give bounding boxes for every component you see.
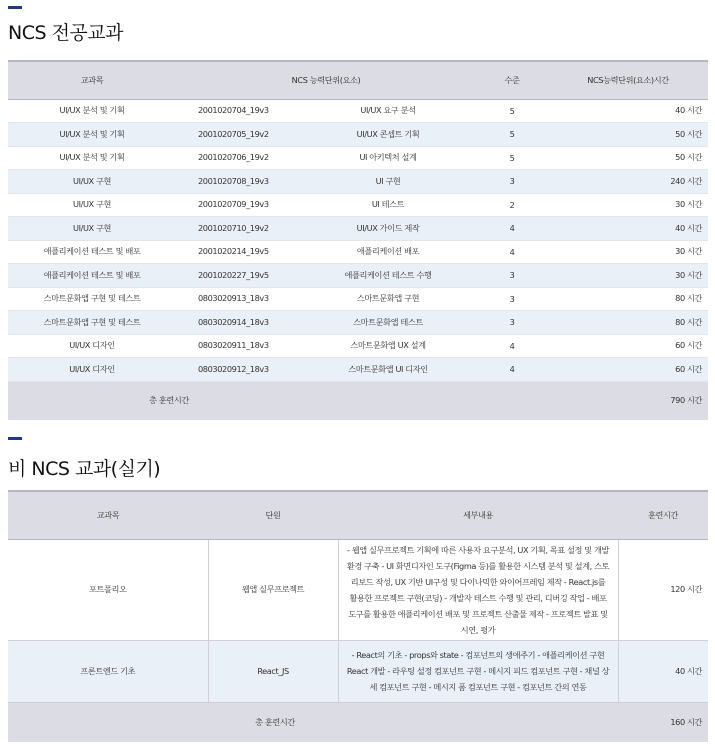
cell-unit (176, 240, 476, 264)
cell-code: 2001020706_19v2 (198, 152, 269, 163)
total-row (8, 702, 708, 742)
cell-unit (176, 146, 476, 170)
cell-hours: 30 시간 (548, 193, 708, 217)
cell-unit-name: 스마트문화앱 UX 설계 (350, 340, 426, 351)
ncs-course-table (8, 60, 708, 420)
cell-subject: UI/UX 구현 (8, 170, 176, 194)
cell-unit-name: UI 테스트 (371, 199, 405, 210)
cell-subject: 프론트엔드 기초 (8, 640, 208, 702)
cell-level: 4 (476, 358, 548, 382)
table-row (8, 640, 708, 702)
header-unit: NCS 능력단위(요소) (176, 61, 476, 99)
cell-code: 2001020704_19v3 (198, 105, 269, 116)
cell-unit (176, 193, 476, 217)
cell-unit: React_JS (208, 640, 338, 702)
cell-level: 3 (476, 287, 548, 311)
cell-hours: 40 시간 (548, 99, 708, 123)
cell-level: 2 (476, 193, 548, 217)
table-header-row (8, 61, 708, 99)
cell-subject: UI/UX 분석 및 기획 (8, 123, 176, 147)
cell-unit: 웹앱 실무프로젝트 (208, 539, 338, 640)
section-title-non-ncs: 비 NCS 교과(실기) (8, 458, 161, 480)
cell-subject: UI/UX 분석 및 기획 (8, 146, 176, 170)
cell-subject: UI/UX 구현 (8, 217, 176, 241)
table-row (8, 334, 708, 358)
cell-level: 4 (476, 334, 548, 358)
cell-level: 3 (476, 264, 548, 288)
cell-unit-name: UI/UX 요구 분석 (360, 105, 416, 116)
total-value: 160 시간 (618, 702, 708, 742)
cell-unit-name: 애플리케이션 테스트 수행 (344, 269, 432, 280)
cell-level: 4 (476, 240, 548, 264)
cell-hours: 30 시간 (548, 240, 708, 264)
non-ncs-course-table (8, 490, 708, 742)
cell-unit-name: UI 구현 (375, 175, 401, 186)
cell-unit-name: UI 아키텍처 설계 (359, 152, 417, 163)
cell-code: 2001020710_19v2 (198, 222, 269, 233)
cell-subject: 포트폴리오 (8, 539, 208, 640)
cell-hours: 60 시간 (548, 358, 708, 382)
cell-subject: UI/UX 구현 (8, 193, 176, 217)
section-accent-bar (8, 437, 22, 440)
cell-subject: UI/UX 분석 및 기획 (8, 99, 176, 123)
header-hours: NCS능력단위(요소)시간 (548, 61, 708, 99)
table-row (8, 193, 708, 217)
total-row (8, 381, 708, 420)
cell-hours: 60 시간 (548, 334, 708, 358)
table-row (8, 311, 708, 335)
cell-unit (176, 123, 476, 147)
cell-code: 0803020911_18v3 (198, 340, 269, 351)
cell-level: 5 (476, 99, 548, 123)
table-row (8, 99, 708, 123)
table-row (8, 217, 708, 241)
header-subject: 교과목 (8, 61, 176, 99)
table-header-row (8, 491, 708, 539)
total-label: 총 훈련시간 (8, 702, 618, 742)
table-row (8, 539, 708, 640)
cell-level: 5 (476, 146, 548, 170)
cell-code: 0803020913_18v3 (198, 293, 269, 304)
cell-subject: UI/UX 디자인 (8, 334, 176, 358)
cell-unit-name: UI/UX 콘셉트 기획 (356, 128, 420, 139)
cell-unit (176, 287, 476, 311)
cell-code: 2001020705_19v2 (198, 128, 269, 139)
cell-level: 3 (476, 311, 548, 335)
table-row (8, 264, 708, 288)
cell-hours: 240 시간 (548, 170, 708, 194)
header-level: 수준 (476, 61, 548, 99)
total-value: 790 시간 (476, 381, 708, 420)
header-subject: 교과목 (8, 491, 208, 539)
cell-hours: 120 시간 (618, 539, 708, 640)
cell-subject: 스마트문화앱 구현 및 테스트 (8, 311, 176, 335)
cell-code: 0803020914_18v3 (198, 316, 269, 327)
cell-hours: 40 시간 (548, 217, 708, 241)
cell-subject: 애플리케이션 테스트 및 배포 (8, 264, 176, 288)
cell-subject: UI/UX 디자인 (8, 358, 176, 382)
table-row (8, 146, 708, 170)
table-row (8, 358, 708, 382)
cell-subject: 스마트문화앱 구현 및 테스트 (8, 287, 176, 311)
cell-level: 4 (476, 217, 548, 241)
cell-unit (176, 264, 476, 288)
cell-subject: 애플리케이션 테스트 및 배포 (8, 240, 176, 264)
cell-hours: 50 시간 (548, 146, 708, 170)
cell-unit (176, 170, 476, 194)
table-row (8, 170, 708, 194)
cell-unit-name: 애플리케이션 배포 (356, 246, 420, 257)
section-title-ncs: NCS 전공교과 (8, 22, 123, 44)
cell-unit (176, 311, 476, 335)
table-row (8, 240, 708, 264)
cell-hours: 40 시간 (618, 640, 708, 702)
cell-unit (176, 358, 476, 382)
cell-hours: 50 시간 (548, 123, 708, 147)
header-unit: 단원 (208, 491, 338, 539)
section-accent-bar (8, 6, 22, 9)
header-hours: 훈련시간 (618, 491, 708, 539)
table-row (8, 123, 708, 147)
cell-code: 0803020912_18v3 (198, 363, 269, 374)
cell-hours: 80 시간 (548, 311, 708, 335)
cell-level: 5 (476, 123, 548, 147)
cell-unit-name: 스마트문화앱 구현 (356, 293, 420, 304)
cell-unit (176, 99, 476, 123)
cell-unit-name: 스마트문화앱 테스트 (353, 316, 423, 327)
table-row (8, 287, 708, 311)
cell-hours: 30 시간 (548, 264, 708, 288)
cell-unit-name: 스마트문화앱 UI 디자인 (348, 363, 428, 374)
header-detail: 세부내용 (338, 491, 618, 539)
cell-code: 2001020214_19v5 (198, 246, 269, 257)
cell-detail: - React의 기초 - props와 state - 컴포넌트의 생애주기 - 애플리케이션 구현 React 개발 - 라우팅 설정 컴포넌트 구현 - 메시지 피드 컴포넌트 구현 - 채널 상세 컴포넌트 구현 - 메시지 폼 컴포넌트 구현 - 컴포넌트 간의 연동 (338, 640, 618, 702)
cell-detail: - 웹앱 실무프로젝트 기획에 따른 사용자 요구분석, UX 기획, 목표 설정 및 개발환경 구축 - UI 화면디자인 도구(Figma 등)를 활용한 시스템 분석 및 설계, 스토리보드 작성, UX 기반 UI구성 및 다이나믹한 와이어프레임 제작 - React.js를 활용한 프로젝트 구현(코딩) - 개발자 테스트 수행 및 관리, 디버깅 작업 - 배포도구를 활용한 애플리케이션 배포 및 프로젝트 산출물 제작 - 프로젝트 발표 및 시연, 평가 (338, 539, 618, 640)
cell-unit-name: UI/UX 가이드 제작 (356, 222, 420, 233)
cell-code: 2001020227_19v5 (198, 269, 269, 280)
cell-hours: 80 시간 (548, 287, 708, 311)
cell-unit (176, 217, 476, 241)
cell-level: 3 (476, 170, 548, 194)
cell-unit (176, 334, 476, 358)
total-label: 총 훈련시간 (8, 381, 476, 420)
cell-code: 2001020708_19v3 (198, 175, 269, 186)
cell-code: 2001020709_19v3 (198, 199, 269, 210)
